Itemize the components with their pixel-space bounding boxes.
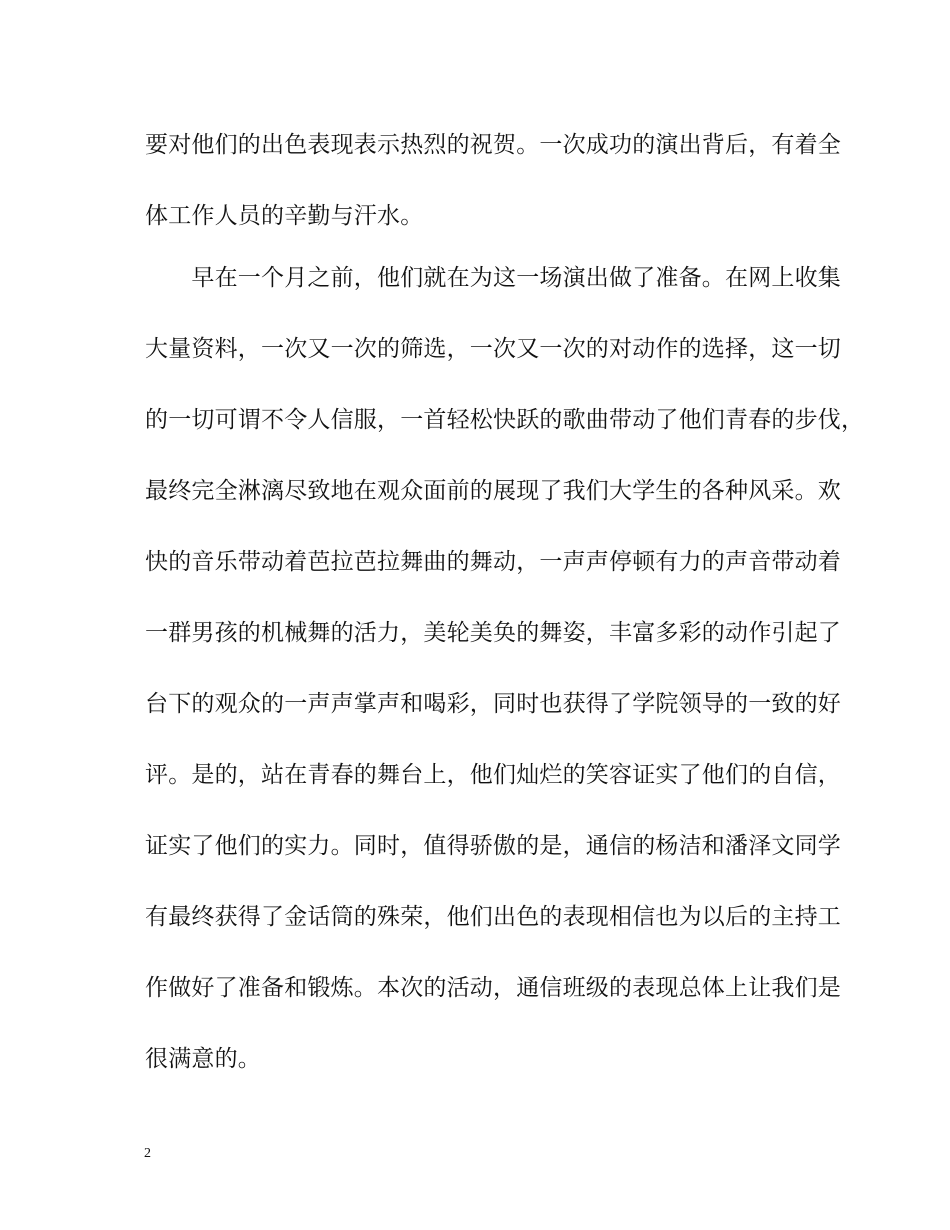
text-line: 早在一个月之前，他们就在为这一场演出做了准备。在网上收集 bbox=[145, 265, 841, 291]
page-number: 2 bbox=[144, 1146, 151, 1161]
text-line: 证实了他们的实力。同时，值得骄傲的是，通信的杨洁和潘泽文同学 bbox=[145, 833, 841, 859]
text-line: 很满意的。 bbox=[145, 1046, 261, 1072]
text-line: 大量资料，一次又一次的筛选，一次又一次的对动作的选择，这一切 bbox=[145, 336, 841, 362]
text-line: 快的音乐带动着芭拉芭拉舞曲的舞动，一声声停顿有力的声音带动着 bbox=[145, 549, 841, 575]
text-line: 一群男孩的机械舞的活力，美轮美奂的舞姿，丰富多彩的动作引起了 bbox=[145, 620, 841, 646]
text-line: 台下的观众的一声声掌声和喝彩，同时也获得了学院领导的一致的好 bbox=[145, 691, 841, 717]
text-line: 最终完全淋漓尽致地在观众面前的展现了我们大学生的各种风采。欢 bbox=[145, 478, 841, 504]
text-line: 评。是的，站在青春的舞台上，他们灿烂的笑容证实了他们的自信， bbox=[145, 762, 841, 788]
text-line: 体工作人员的辛勤与汗水。 bbox=[145, 203, 424, 229]
text-line: 的一切可谓不令人信服，一首轻松快跃的歌曲带动了他们青春的步伐， bbox=[145, 407, 865, 433]
text-line: 作做好了准备和锻炼。本次的活动，通信班级的表现总体上让我们是 bbox=[145, 975, 841, 1001]
text-line: 有最终获得了金话筒的殊荣，他们出色的表现相信也为以后的主持工 bbox=[145, 904, 841, 930]
text-line: 要对他们的出色表现表示热烈的祝贺。一次成功的演出背后，有着全 bbox=[145, 132, 841, 158]
